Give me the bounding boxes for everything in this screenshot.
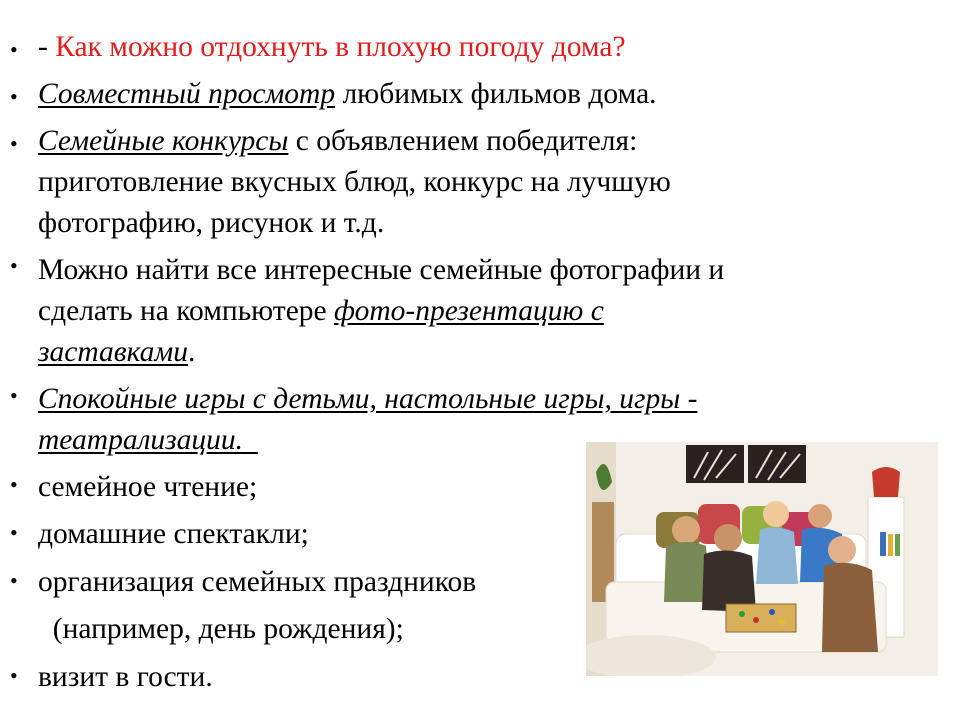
bullet-marker: •: [10, 568, 18, 593]
bullet-question-line: - Как можно отдохнуть в плохую погоду дома?: [38, 31, 626, 63]
underlined-phrase: Совместный просмотр: [38, 78, 336, 110]
bullet-movies-line: Совместный просмотр любимых фильмов дома.: [38, 78, 657, 110]
bullet-contests-line-2: приготовление вкусных блюд, конкурс на лучшую: [38, 166, 671, 198]
bullet-marker: •: [10, 472, 18, 497]
bullet-marker: •: [10, 131, 18, 156]
bullet-theatre-line: домашние спектакли;: [38, 518, 309, 550]
bullet-visit-line: визит в гости.: [38, 661, 213, 693]
bullet-photos-line-3: заставками.: [38, 336, 196, 368]
bullet-marker: •: [10, 663, 18, 688]
bullet-photos-line-2: сделать на компьютере фото-презентацию с: [38, 295, 604, 327]
bullet-holidays-line-2: (например, день рождения);: [38, 613, 404, 645]
bullet-games-line-2: [38, 422, 258, 459]
bullet-games-line-1: [38, 381, 697, 418]
underlined-phrase: заставками: [38, 336, 188, 368]
underlined-phrase: Спокойные игры с детьми, настольные игры, игры -: [38, 383, 698, 415]
bullet-marker: •: [10, 253, 18, 278]
underlined-phrase: театрализации.: [38, 424, 258, 456]
bullet-marker: •: [10, 84, 18, 109]
underlined-phrase: Семейные конкурсы: [38, 125, 289, 157]
bullet-reading-line: семейное чтение;: [38, 471, 258, 503]
bullet-holidays-line-1: организация семейных праздников: [38, 566, 477, 598]
bullet-photos-line-1: Можно найти все интересные семейные фотографии и: [38, 254, 725, 286]
bullet-marker: •: [10, 520, 18, 545]
family-photo: [586, 442, 938, 676]
bullet-marker: •: [10, 37, 18, 62]
bullet-contests-line-3: фотографию, рисунок и т.д.: [38, 207, 385, 239]
red-question-text: Как можно отдохнуть в плохую погоду дома?: [55, 31, 626, 63]
bullet-contests-line-1: Семейные конкурсы с объявлением победителя:: [38, 125, 638, 157]
underlined-phrase: фото-презентацию с: [334, 295, 604, 327]
bullet-marker: •: [10, 383, 18, 408]
